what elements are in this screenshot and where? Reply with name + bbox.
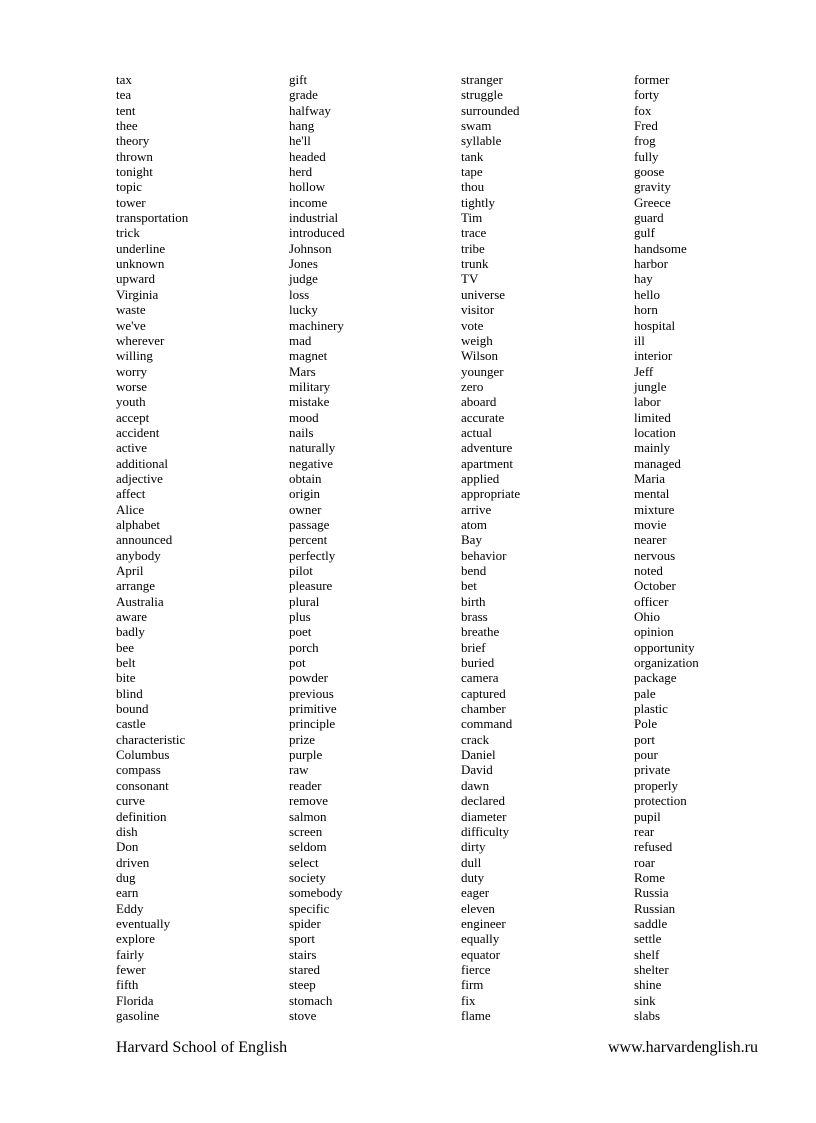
word-item: Greece bbox=[634, 194, 671, 210]
word-item: ill bbox=[634, 332, 645, 348]
word-item: location bbox=[634, 424, 676, 440]
word-item: syllable bbox=[461, 133, 502, 149]
word-item: pilot bbox=[289, 563, 313, 578]
word-item: herd bbox=[289, 164, 313, 180]
word-item: officer bbox=[634, 593, 669, 609]
word-item: theory bbox=[116, 133, 150, 149]
word-item: equator bbox=[461, 946, 500, 962]
word-item: chamber bbox=[461, 701, 506, 717]
word-item: bite bbox=[116, 670, 136, 686]
word-item: equally bbox=[461, 931, 500, 947]
word-item: fox bbox=[634, 102, 652, 118]
word-item: gift bbox=[289, 72, 308, 87]
word-item: horn bbox=[634, 302, 658, 318]
word-item: accident bbox=[116, 424, 160, 440]
word-item: eager bbox=[461, 885, 490, 901]
word-item: poet bbox=[289, 624, 312, 640]
word-item: mistake bbox=[289, 394, 330, 410]
word-item: former bbox=[634, 72, 670, 87]
word-item: movie bbox=[634, 516, 667, 532]
word-item: arrange bbox=[116, 578, 155, 594]
word-item: dish bbox=[116, 823, 138, 839]
word-item: industrial bbox=[289, 210, 339, 226]
word-item: April bbox=[116, 563, 144, 578]
word-item: prize bbox=[289, 731, 315, 747]
word-item: previous bbox=[289, 685, 334, 701]
word-item: Jeff bbox=[634, 363, 654, 379]
word-item: eventually bbox=[116, 915, 171, 931]
word-item: breathe bbox=[461, 624, 500, 640]
word-item: roar bbox=[634, 854, 655, 870]
word-item: compass bbox=[116, 762, 161, 778]
word-item: Daniel bbox=[461, 747, 496, 763]
word-item: aware bbox=[116, 609, 148, 625]
word-item: waste bbox=[116, 302, 146, 318]
word-item: grade bbox=[289, 87, 318, 103]
word-item: nearer bbox=[634, 532, 667, 548]
word-item: perfectly bbox=[289, 547, 336, 563]
word-item: labor bbox=[634, 394, 661, 410]
word-item: tea bbox=[116, 87, 132, 103]
word-item: owner bbox=[289, 501, 322, 517]
word-item: protection bbox=[634, 793, 687, 809]
word-item: October bbox=[634, 578, 676, 594]
word-list-grid bbox=[116, 72, 776, 1032]
word-item: passage bbox=[289, 516, 330, 532]
word-item: Rome bbox=[634, 869, 666, 885]
word-item: stomach bbox=[289, 992, 333, 1008]
word-item: characteristic bbox=[116, 731, 186, 747]
word-item: select bbox=[289, 854, 319, 870]
word-item: apartment bbox=[461, 455, 513, 471]
word-item: fix bbox=[461, 992, 476, 1008]
word-item: engineer bbox=[461, 915, 506, 931]
word-item: handsome bbox=[634, 240, 687, 256]
word-item: struggle bbox=[461, 87, 503, 103]
word-item: organization bbox=[634, 655, 699, 671]
word-item: explore bbox=[116, 931, 155, 947]
word-item: fifth bbox=[116, 977, 139, 993]
word-item: mood bbox=[289, 409, 319, 425]
word-item: curve bbox=[116, 793, 145, 809]
word-item: tower bbox=[116, 194, 146, 210]
word-item: trace bbox=[461, 225, 487, 241]
word-item: headed bbox=[289, 148, 326, 164]
word-item: stove bbox=[289, 1007, 317, 1023]
word-item: Pole bbox=[634, 716, 658, 732]
word-item: stared bbox=[289, 961, 321, 977]
word-item: forty bbox=[634, 87, 660, 103]
word-item: tank bbox=[461, 148, 484, 164]
word-item: opinion bbox=[634, 624, 674, 640]
word-item: zero bbox=[461, 378, 484, 394]
word-item: guard bbox=[634, 210, 664, 226]
word-item: seldom bbox=[289, 839, 327, 855]
word-item: gravity bbox=[634, 179, 671, 195]
word-item: pot bbox=[289, 655, 306, 671]
word-item: atom bbox=[461, 516, 487, 532]
word-item: mixture bbox=[634, 501, 675, 517]
word-item: dug bbox=[116, 869, 136, 885]
word-item: blind bbox=[116, 685, 143, 701]
word-item: shelter bbox=[634, 961, 669, 977]
word-item: origin bbox=[289, 486, 321, 502]
word-item: Johnson bbox=[289, 240, 332, 256]
word-item: machinery bbox=[289, 317, 344, 333]
word-item: loss bbox=[289, 286, 310, 302]
word-item: Russian bbox=[634, 900, 676, 916]
word-item: porch bbox=[289, 639, 319, 655]
word-item: tape bbox=[461, 164, 483, 180]
word-item: trick bbox=[116, 225, 140, 241]
word-item: stairs bbox=[289, 946, 317, 962]
word-item: swam bbox=[461, 118, 492, 134]
word-item: worry bbox=[116, 363, 148, 379]
word-item: halfway bbox=[289, 102, 331, 118]
word-item: alphabet bbox=[116, 516, 161, 532]
word-item: sport bbox=[289, 931, 315, 947]
word-item: primitive bbox=[289, 701, 337, 717]
word-item: spider bbox=[289, 915, 321, 931]
word-column-3 bbox=[461, 72, 520, 1023]
word-item: surrounded bbox=[461, 102, 520, 118]
word-item: purple bbox=[289, 747, 323, 763]
word-item: pour bbox=[634, 747, 658, 763]
word-item: bet bbox=[461, 578, 477, 594]
word-item: military bbox=[289, 378, 331, 394]
word-column-4 bbox=[634, 72, 699, 1023]
word-item: Jones bbox=[289, 256, 318, 272]
word-item: rear bbox=[634, 823, 655, 839]
word-item: frog bbox=[634, 133, 656, 149]
word-item: unknown bbox=[116, 256, 165, 272]
word-item: gulf bbox=[634, 225, 655, 241]
word-item: transportation bbox=[116, 210, 189, 226]
word-item: actual bbox=[461, 424, 493, 440]
word-item: underline bbox=[116, 240, 166, 256]
word-item: fully bbox=[634, 148, 659, 164]
word-item: pale bbox=[634, 685, 656, 701]
word-item: salmon bbox=[289, 808, 327, 824]
word-item: Virginia bbox=[116, 286, 159, 302]
word-item: aboard bbox=[461, 394, 497, 410]
word-item: buried bbox=[461, 655, 495, 671]
word-item: judge bbox=[289, 271, 318, 287]
word-item: private bbox=[634, 762, 671, 778]
word-item: flame bbox=[461, 1007, 491, 1023]
word-item: somebody bbox=[289, 885, 343, 901]
word-item: accurate bbox=[461, 409, 505, 425]
word-item: magnet bbox=[289, 348, 328, 364]
word-item: nervous bbox=[634, 547, 676, 563]
word-item: visitor bbox=[461, 302, 495, 318]
word-item: port bbox=[634, 731, 655, 747]
word-item: tightly bbox=[461, 194, 495, 210]
word-item: powder bbox=[289, 670, 328, 686]
word-item: appropriate bbox=[461, 486, 521, 502]
word-item: earn bbox=[116, 885, 139, 901]
word-item: adventure bbox=[461, 440, 513, 456]
word-item: Fred bbox=[634, 118, 658, 134]
word-item: universe bbox=[461, 286, 506, 302]
word-column-2 bbox=[289, 72, 345, 1023]
word-item: birth bbox=[461, 593, 486, 609]
word-item: anybody bbox=[116, 547, 161, 563]
word-item: lucky bbox=[289, 302, 318, 318]
word-item: properly bbox=[634, 777, 679, 793]
word-item: topic bbox=[116, 179, 142, 195]
word-item: trunk bbox=[461, 256, 489, 272]
word-item: declared bbox=[461, 793, 506, 809]
word-item: fewer bbox=[116, 961, 146, 977]
word-item: mad bbox=[289, 332, 312, 348]
word-item: vote bbox=[461, 317, 484, 333]
word-item: tax bbox=[116, 72, 132, 87]
word-item: mental bbox=[634, 486, 670, 502]
word-item: introduced bbox=[289, 225, 345, 241]
word-item: dirty bbox=[461, 839, 486, 855]
word-item: steep bbox=[289, 977, 316, 993]
word-item: screen bbox=[289, 823, 323, 839]
word-item: settle bbox=[634, 931, 662, 947]
word-item: duty bbox=[461, 869, 485, 885]
word-item: interior bbox=[634, 348, 673, 364]
word-item: wherever bbox=[116, 332, 165, 348]
word-item: harbor bbox=[634, 256, 668, 272]
word-item: Mars bbox=[289, 363, 316, 379]
word-item: younger bbox=[461, 363, 504, 379]
word-item: willing bbox=[116, 348, 153, 364]
word-item: driven bbox=[116, 854, 150, 870]
word-item: Australia bbox=[116, 593, 164, 609]
word-item: shine bbox=[634, 977, 662, 993]
word-item: sink bbox=[634, 992, 656, 1008]
word-item: bound bbox=[116, 701, 149, 717]
word-item: raw bbox=[289, 762, 309, 778]
word-item: TV bbox=[461, 271, 479, 287]
word-item: worse bbox=[116, 378, 148, 394]
word-item: applied bbox=[461, 470, 500, 486]
word-item: Maria bbox=[634, 470, 666, 486]
word-item: difficulty bbox=[461, 823, 510, 839]
word-item: shelf bbox=[634, 946, 660, 962]
word-item: hang bbox=[289, 118, 315, 134]
footer-website: www.harvardenglish.ru bbox=[607, 1039, 758, 1056]
word-item: Don bbox=[116, 839, 139, 855]
word-item: obtain bbox=[289, 470, 322, 486]
word-item: fairly bbox=[116, 946, 145, 962]
word-item: Bay bbox=[461, 532, 482, 548]
word-item: remove bbox=[289, 793, 328, 809]
word-item: additional bbox=[116, 455, 168, 471]
word-item: plastic bbox=[634, 701, 668, 717]
word-item: thrown bbox=[116, 148, 153, 164]
word-item: diameter bbox=[461, 808, 507, 824]
word-item: firm bbox=[461, 977, 484, 993]
word-item: principle bbox=[289, 716, 336, 732]
word-item: Tim bbox=[461, 210, 483, 226]
word-item: Columbus bbox=[116, 747, 170, 763]
word-item: tonight bbox=[116, 164, 153, 180]
word-item: active bbox=[116, 440, 148, 456]
word-item: fierce bbox=[461, 961, 491, 977]
word-item: percent bbox=[289, 532, 328, 548]
word-item: pleasure bbox=[289, 578, 333, 594]
word-item: managed bbox=[634, 455, 681, 471]
word-column-1 bbox=[116, 72, 188, 1023]
word-item: Wilson bbox=[461, 348, 499, 364]
word-item: naturally bbox=[289, 440, 336, 456]
word-item: Russia bbox=[634, 885, 669, 901]
word-item: castle bbox=[116, 716, 146, 732]
word-item: camera bbox=[461, 670, 499, 686]
word-item: limited bbox=[634, 409, 671, 425]
word-item: captured bbox=[461, 685, 506, 701]
word-item: adjective bbox=[116, 470, 163, 486]
word-item: he'll bbox=[289, 133, 311, 149]
word-item: tent bbox=[116, 102, 136, 118]
footer-school-name: Harvard School of English bbox=[116, 1039, 288, 1056]
word-item: Ohio bbox=[634, 609, 660, 625]
word-item: Florida bbox=[116, 992, 154, 1008]
word-item: bend bbox=[461, 563, 487, 578]
word-item: pupil bbox=[634, 808, 661, 824]
word-item: tribe bbox=[461, 240, 485, 256]
word-item: David bbox=[461, 762, 493, 778]
word-item: thee bbox=[116, 118, 138, 134]
word-item: dawn bbox=[461, 777, 490, 793]
word-item: stranger bbox=[461, 72, 503, 87]
word-item: we've bbox=[116, 317, 146, 333]
word-item: refused bbox=[634, 839, 673, 855]
word-item: package bbox=[634, 670, 677, 686]
word-item: consonant bbox=[116, 777, 169, 793]
word-item: slabs bbox=[634, 1007, 660, 1023]
word-item: income bbox=[289, 194, 328, 210]
word-item: mainly bbox=[634, 440, 671, 456]
word-item: hay bbox=[634, 271, 653, 287]
word-item: reader bbox=[289, 777, 322, 793]
word-item: brief bbox=[461, 639, 486, 655]
word-item: hollow bbox=[289, 179, 326, 195]
word-item: announced bbox=[116, 532, 173, 548]
word-item: plural bbox=[289, 593, 320, 609]
word-item: gasoline bbox=[116, 1007, 160, 1023]
word-item: bee bbox=[116, 639, 135, 655]
word-item: society bbox=[289, 869, 326, 885]
word-item: youth bbox=[116, 394, 146, 410]
word-item: goose bbox=[634, 164, 665, 180]
word-item: badly bbox=[116, 624, 145, 640]
word-item: Eddy bbox=[116, 900, 144, 916]
word-item: negative bbox=[289, 455, 334, 471]
word-item: saddle bbox=[634, 915, 668, 931]
word-item: hello bbox=[634, 286, 660, 302]
word-item: specific bbox=[289, 900, 330, 916]
word-item: arrive bbox=[461, 501, 492, 517]
word-item: accept bbox=[116, 409, 150, 425]
word-item: upward bbox=[116, 271, 155, 287]
word-item: crack bbox=[461, 731, 490, 747]
word-item: dull bbox=[461, 854, 482, 870]
word-item: thou bbox=[461, 179, 485, 195]
word-item: hospital bbox=[634, 317, 676, 333]
word-item: behavior bbox=[461, 547, 507, 563]
word-item: belt bbox=[116, 655, 136, 671]
word-item: noted bbox=[634, 563, 663, 578]
word-item: plus bbox=[289, 609, 311, 625]
word-item: nails bbox=[289, 424, 314, 440]
word-item: affect bbox=[116, 486, 146, 502]
word-item: command bbox=[461, 716, 513, 732]
word-item: definition bbox=[116, 808, 167, 824]
word-item: jungle bbox=[634, 378, 667, 394]
word-item: opportunity bbox=[634, 639, 695, 655]
word-item: eleven bbox=[461, 900, 495, 916]
word-item: Alice bbox=[116, 501, 145, 517]
word-item: weigh bbox=[461, 332, 493, 348]
word-item: brass bbox=[461, 609, 488, 625]
